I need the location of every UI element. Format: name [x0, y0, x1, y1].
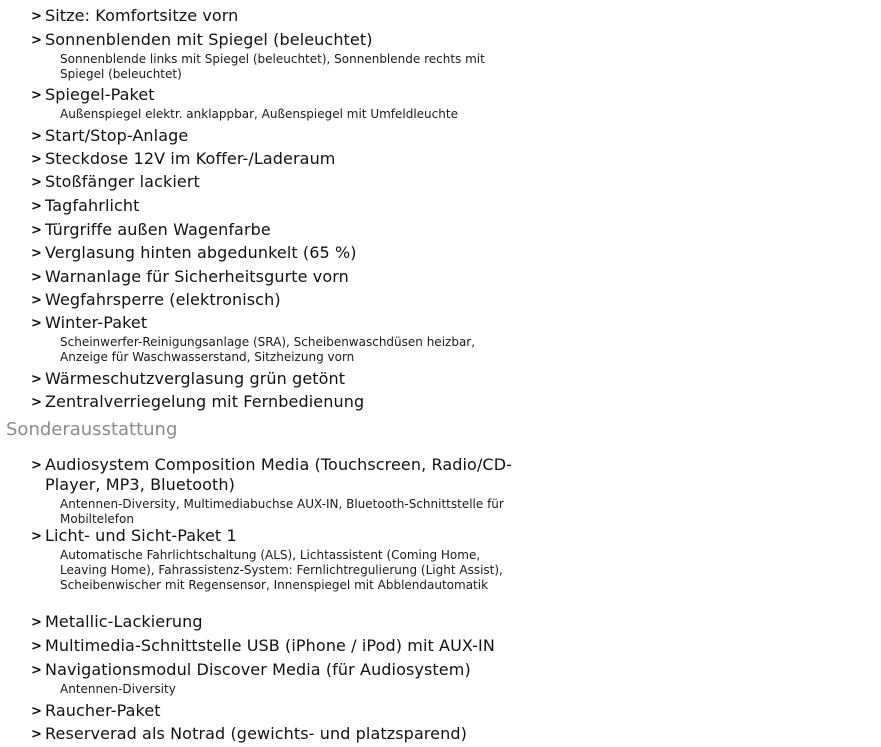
list-item — [0, 290, 515, 310]
chevron-right-icon: > — [31, 33, 42, 48]
chevron-right-icon: > — [31, 639, 42, 654]
item-label: Metallic-Lackierung — [45, 612, 203, 631]
chevron-right-icon: > — [31, 293, 42, 308]
item-label: Warnanlage für Sicherheitsgurte vorn — [45, 267, 349, 286]
chevron-right-icon: > — [31, 458, 42, 473]
list-item — [0, 172, 515, 192]
item-label: Wärmeschutzverglasung grün getönt — [45, 369, 346, 388]
item-label: Zentralverriegelung mit Fernbedienung — [45, 392, 365, 411]
list-item — [0, 126, 515, 146]
item-label: Tagfahrlicht — [45, 196, 140, 215]
chevron-right-icon: > — [31, 372, 42, 387]
item-label: Start/Stop-Anlage — [45, 126, 189, 145]
item-label: Stoßfänger lackiert — [45, 172, 200, 191]
list-item — [0, 149, 515, 169]
item-label: Wegfahrsperre (elektronisch) — [45, 290, 281, 309]
chevron-right-icon: > — [31, 727, 42, 742]
item-label: Verglasung hinten abgedunkelt (65 %) — [45, 243, 357, 262]
item-label: Licht- und Sicht-Paket 1 — [45, 526, 237, 545]
chevron-right-icon: > — [31, 199, 42, 214]
chevron-right-icon: > — [31, 615, 42, 630]
item-label: Navigationsmodul Discover Media (für Audiosystem) — [45, 660, 471, 679]
item-detail: Sonnenblende links mit Spiegel (beleuchtet), Sonnenblende rechts mit Spiegel (beleuchtet) — [60, 52, 485, 81]
chevron-right-icon: > — [31, 223, 42, 238]
chevron-right-icon: > — [31, 175, 42, 190]
list-item — [0, 196, 515, 216]
chevron-right-icon: > — [31, 9, 42, 24]
item-label: Sitze: Komfortsitze vorn — [45, 6, 239, 25]
item-label: Winter-Paket — [45, 313, 148, 332]
item-label: Sonnenblenden mit Spiegel (beleuchtet) — [45, 30, 373, 49]
chevron-right-icon: > — [31, 270, 42, 285]
item-detail: Automatische Fahrlichtschaltung (ALS), Lichtassistent (Coming Home, Leaving Home), Fahrassistenz-System: Fernlichtregulierung (Light Assist), Scheibenwischer mit Regensensor, Innenspiegel mit Abblendautomatik — [60, 548, 503, 592]
list-item — [0, 701, 515, 721]
item-label: Steckdose 12V im Koffer-/Laderaum — [45, 149, 336, 168]
list-item — [0, 220, 515, 240]
list-item — [0, 724, 515, 744]
list-item — [0, 6, 515, 26]
item-label: Multimedia-Schnittstelle USB (iPhone / iPod) mit AUX-IN — [45, 636, 495, 655]
item-label: Audiosystem Composition Media (Touchscreen, Radio/CD-Player, MP3, Bluetooth) — [45, 455, 512, 494]
item-detail: Antennen-Diversity, Multimediabuchse AUX-IN, Bluetooth-Schnittstelle für Mobiltelefon — [60, 497, 504, 526]
item-label: Spiegel-Paket — [45, 85, 155, 104]
item-detail: Scheinwerfer-Reinigungsanlage (SRA), Scheibenwaschdüsen heizbar, Anzeige für Waschwasserstand, Sitzheizung vorn — [60, 335, 476, 364]
chevron-right-icon: > — [31, 663, 42, 678]
list-item — [0, 526, 515, 593]
item-label: Reserverad als Notrad (gewichts- und platzsparend) — [45, 724, 467, 743]
item-detail: Antennen-Diversity — [60, 682, 176, 696]
list-item — [0, 243, 515, 263]
item-label: Türgriffe außen Wagenfarbe — [45, 220, 271, 239]
list-item — [0, 455, 515, 527]
chevron-right-icon: > — [31, 152, 42, 167]
list-item — [0, 660, 515, 697]
chevron-right-icon: > — [31, 529, 42, 544]
list-item — [0, 313, 515, 365]
chevron-right-icon: > — [31, 316, 42, 331]
list-item — [0, 392, 515, 412]
chevron-right-icon: > — [31, 129, 42, 144]
list-item — [0, 30, 515, 82]
section-heading: Sonderausstattung — [6, 419, 178, 440]
item-label: Raucher-Paket — [45, 701, 161, 720]
list-item — [0, 612, 515, 632]
chevron-right-icon: > — [31, 246, 42, 261]
item-detail: Außenspiegel elektr. anklappbar, Außenspiegel mit Umfeldleuchte — [60, 107, 458, 121]
list-item — [0, 636, 515, 656]
chevron-right-icon: > — [31, 704, 42, 719]
list-item — [0, 267, 515, 287]
chevron-right-icon: > — [31, 395, 42, 410]
list-item — [0, 369, 515, 389]
chevron-right-icon: > — [31, 88, 42, 103]
list-item — [0, 85, 515, 122]
